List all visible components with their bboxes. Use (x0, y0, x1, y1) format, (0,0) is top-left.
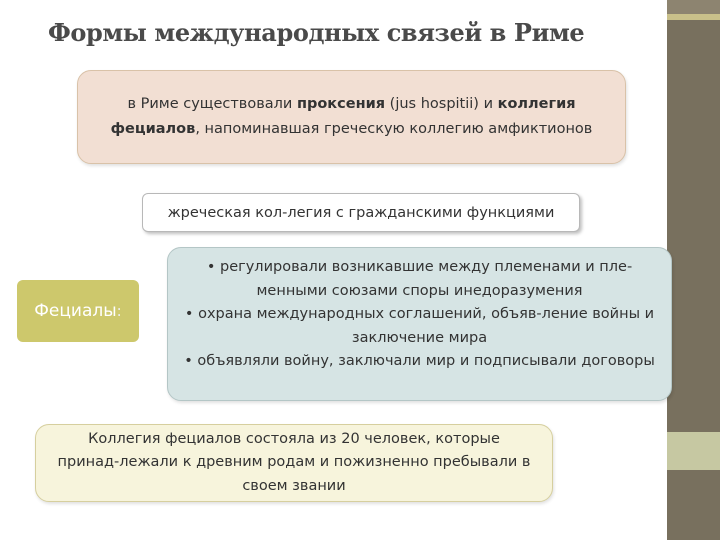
fetials-label: Фециалы (34, 301, 117, 321)
list-item: • регулировали возникавшие между племенами и пле-менными союзами споры инедоразумения (182, 256, 657, 303)
intro-text-part: (jus hospitii) и (385, 96, 498, 112)
side-bar-segment (667, 0, 720, 14)
side-bar-segment (667, 20, 720, 432)
intro-text (94, 92, 609, 142)
definition-box (142, 193, 580, 232)
intro-text-part: в Риме существовали (127, 96, 297, 112)
fetials-label-box (17, 280, 139, 342)
page-title: Формы международных связей в Риме (48, 18, 585, 47)
list-item: • объявляли войну, заключали мир и подписывали договоры (182, 350, 657, 374)
note-box (35, 424, 553, 502)
functions-list (167, 247, 672, 401)
decorative-side-bar (667, 0, 720, 540)
label-colon: : (116, 302, 122, 320)
term-fetial-college: коллегия фециалов (110, 96, 576, 137)
side-bar-segment (667, 470, 720, 540)
list-item: • охрана международных соглашений, объяв-ление войны и заключение мира (182, 303, 657, 350)
definition-text: жреческая кол-легия с гражданскими функциями (167, 204, 555, 221)
intro-box (77, 70, 626, 164)
intro-text-part: , напоминавшая греческую коллегию амфиктионов (195, 121, 593, 137)
note-text: Коллегия фециалов состояла из 20 человек, которые принад-лежали к древним родам и пожизненно пребывали в своем звании (57, 430, 531, 494)
term-proxenia: проксения (296, 96, 386, 112)
side-bar-segment (667, 432, 720, 470)
